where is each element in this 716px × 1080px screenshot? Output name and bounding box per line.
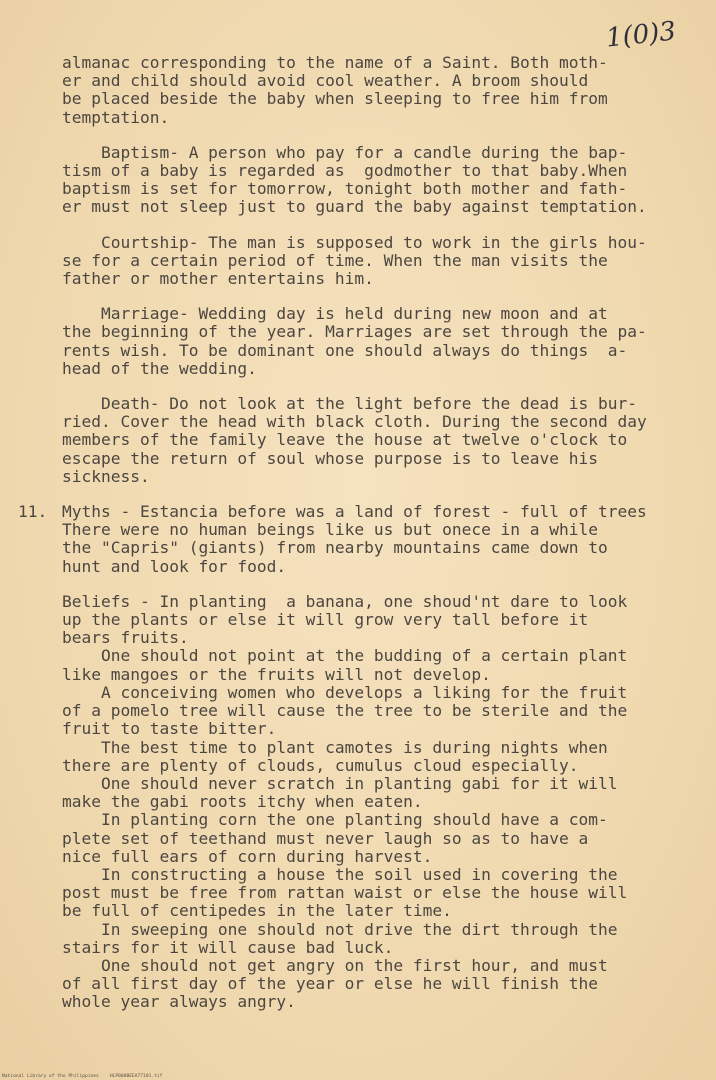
paragraph-marriage	[62, 305, 702, 378]
text-line: sickness.	[62, 466, 150, 486]
text-line: like mangoes or the fruits will not develop.	[62, 664, 491, 684]
text-line: stairs for it will cause bad luck.	[62, 937, 394, 957]
text-line: nice full ears of corn during harvest.	[62, 846, 433, 866]
text-line: Baptism- A person who pay for a candle during the bap-	[62, 142, 628, 162]
text-line: In sweeping one should not drive the dirt through the	[62, 919, 618, 939]
text-line: Marriage- Wedding day is held during new moon and at	[62, 304, 608, 324]
text-line: be placed beside the baby when sleeping to free him from	[62, 89, 608, 109]
paragraph-death	[62, 395, 702, 486]
text-line: er must not sleep just to guard the baby against temptation.	[62, 197, 647, 217]
text-line: father or mother entertains him.	[62, 269, 374, 289]
text-line: the beginning of the year. Marriages are set through the pa-	[62, 322, 647, 342]
text-line: There were no human beings like us but onece in a while	[62, 520, 599, 540]
text-line: up the plants or else it will grow very tall before it	[62, 610, 589, 630]
text-line: escape the return of soul whose purpose is to leave his	[62, 448, 599, 468]
text-line: Beliefs - In planting a banana, one shoud'nt dare to look	[62, 591, 628, 611]
text-line: tism of a baby is regarded as godmother to that baby.When	[62, 161, 628, 181]
text-line: Courtship- The man is supposed to work in the girls hou-	[62, 232, 647, 252]
text-line: One should not get angry on the first hour, and must	[62, 955, 608, 975]
text-line: Myths - Estancia before was a land of forest - full of trees	[62, 502, 647, 522]
text-line: One should never scratch in planting gabi for it will	[62, 773, 618, 793]
text-line: One should not point at the budding of a certain plant	[62, 646, 628, 666]
text-line: whole year always angry.	[62, 992, 296, 1012]
paragraph-intro	[62, 54, 702, 127]
text-line: temptation.	[62, 107, 170, 127]
paragraph-courtship	[62, 234, 702, 289]
text-line: rents wish. To be dominant one should always do things a-	[62, 340, 628, 360]
text-line: The best time to plant camotes is during nights when	[62, 737, 608, 757]
text-line: Death- Do not look at the light before the dead is bur-	[62, 394, 637, 414]
paragraph-baptism	[62, 144, 702, 217]
paragraph-beliefs	[62, 593, 702, 1012]
text-line: almanac corresponding to the name of a Saint. Both moth-	[62, 53, 608, 72]
text-line: the "Capris" (giants) from nearby mountains came down to	[62, 538, 608, 558]
text-line: members of the family leave the house at twelve o'clock to	[62, 430, 628, 450]
text-line: baptism is set for tomorrow, tonight both mother and fath-	[62, 179, 628, 199]
paragraph-myths	[18, 502, 702, 576]
text-line: of a pomelo tree will cause the tree to be sterile and the	[62, 701, 628, 721]
text-line: there are plenty of clouds, cumulus cloud especially.	[62, 755, 579, 775]
text-line: make the gabi roots itchy when eaten.	[62, 792, 423, 812]
text-line: be full of centipedes in the later time.	[62, 901, 452, 921]
text-line: In constructing a house the soil used in covering the	[62, 864, 618, 884]
document-body	[18, 53, 702, 1012]
text-line: ried. Cover the head with black cloth. During the second day	[62, 412, 647, 432]
text-line: er and child should avoid cool weather. A broom should	[62, 71, 589, 91]
section-number: 11.	[18, 502, 48, 522]
text-line: A conceiving women who develops a liking for the fruit	[62, 682, 628, 702]
text-line: fruit to taste bitter.	[62, 719, 277, 739]
text-line: of all first day of the year or else he will finish the	[62, 974, 599, 994]
page-number: 1(0)3	[604, 16, 678, 54]
text-line: plete set of teethand must never laugh so as to have a	[62, 828, 589, 848]
text-line: se for a certain period of time. When the man visits the	[62, 250, 608, 270]
scan-footer: National Library of the Philippines HLP008BEEA77101.tif	[2, 1074, 163, 1079]
text-line: head of the wedding.	[62, 358, 257, 378]
text-line: bears fruits.	[62, 628, 189, 648]
text-line: hunt and look for food.	[62, 556, 287, 576]
text-line: In planting corn the one planting should have a com-	[62, 810, 608, 830]
text-line: post must be free from rattan waist or else the house will	[62, 883, 628, 903]
